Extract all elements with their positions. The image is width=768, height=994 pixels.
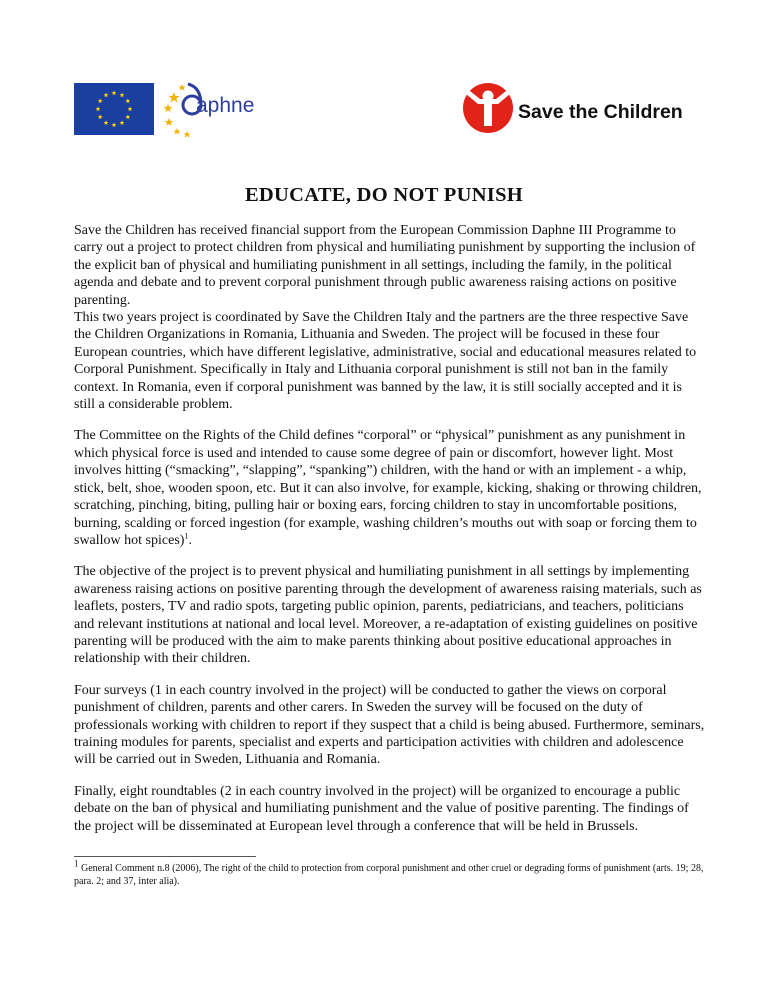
paragraph-objective: The objective of the project is to prevent physical and humiliating punishment in all settings by implementing awareness raising actions on positive parenting through the development of awareness raising materials, such as leaflets, posters, TV and radio spots, targeting public opinion, parents, pediatricians, and teachers, politicians and relevant institutions at national and local level. Moreover, a re-adaptation of existing guidelines on positive parenting will be produced with the aim to make parents thinking about positive educational approaches in relationship with their children. (74, 564, 702, 667)
paragraph-definition-end: . (188, 532, 192, 548)
daphne-logo-text: aphne (196, 94, 255, 117)
footnote-reference: 1 (184, 531, 189, 541)
paragraph-intro: Save the Children has received financial support from the European Commission Daphne III Programme to carry out a project to protect children from physical and humiliating punishment by supporting the inclusion of the explicit ban of physical and humiliating punishment in all settings, including the family, in the political agenda and debate and to prevent corporal punishment through public awareness raising actions on positive parenting. (74, 223, 696, 308)
paragraph-definition-text: The Committee on the Rights of the Child defines “corporal” or “physical” punishment as any punishment in which physical force is used and intended to cause some degree of pain or discomfort, however light. Most involves hitting (“smacking”, “slapping”, “spanking”) children, with the hand or with an implement - a whip, stick, belt, shoe, wooden spoon, etc. But it can also involve, for example, kicking, shaking or throwing children, scratching, pinching, biting, pulling hair or boxing ears, forcing children to stay in uncomfortable positions, burning, scalding or forced ingestion (for example, washing children’s mouths out with soap or forcing them to swallow hot spices) (74, 428, 702, 548)
paragraph-surveys: Four surveys (1 in each country involved in the project) will be conducted to gather the views on corporal punishment of children, parents and other carers. In Sweden the survey will be focused on the duty of professionals working with children to report if they suspect that a child is being abused. Furthermore, seminars, training modules for parents, specialist and experts and participation activities with children and adolescence will be carried out in Sweden, Lithuania and Romania. (74, 682, 705, 768)
paragraph-definition (74, 427, 706, 549)
footnote (74, 858, 714, 888)
save-the-children-logo-icon (460, 82, 516, 134)
paragraph-roundtables: Finally, eight roundtables (2 in each country involved in the project) will be organized to encourage a public debate on the ban of physical and humiliating punishment and the value of positive parenting. The findings of the project will be disseminated at European level through a conference that will be held in Brussels. (74, 783, 689, 834)
document-title: EDUCATE, DO NOT PUNISH (244, 184, 524, 206)
paragraph-project: This two years project is coordinated by Save the Children Italy and the partners are the three respective Save the Children Organizations in Romania, Lithuania and Sweden. The project will be focused in these four European countries, which have different legislative, administrative, social and educational measures related to Corporal Punishment. Specifically in Italy and Lithuania corporal punishment is still not ban in the family context. In Romania, even if corporal punishment was banned by the law, it is still socially accepted and it is still a considerable problem. (74, 310, 697, 413)
footnote-number: 1 (74, 858, 79, 869)
footnote-divider (74, 856, 256, 857)
eu-flag-logo (74, 83, 154, 135)
footnote-text: General Comment n.8 (2006), The right of the child to protection from corporal punishment and other cruel or degrading forms of punishment (arts. 19; 28, para. 2; and 37, inter alia). (74, 863, 704, 887)
save-the-children-logo-text: Save the Children (518, 101, 683, 123)
document-body (74, 222, 706, 835)
